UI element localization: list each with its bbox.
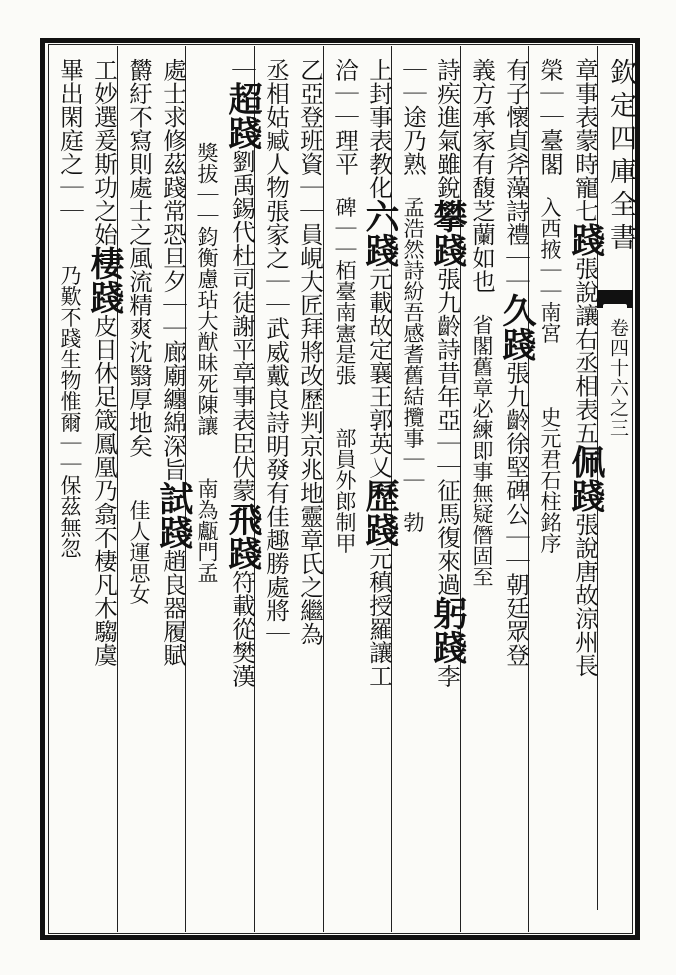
text-segment: 榮｜｜臺閣 bbox=[536, 58, 564, 176]
fish-tail-mark bbox=[597, 290, 633, 308]
text-segment: 欝紆不寫則處士之風流精爽沈翳厚地矣 bbox=[125, 58, 153, 458]
text-segment: 丞相姑臧人物張家之｜｜武威戴良詩明發有佳趣勝處將｜ bbox=[262, 58, 290, 646]
heading-character: 踐 bbox=[153, 515, 193, 549]
text-segment: 南為甗門孟 bbox=[195, 436, 219, 583]
book-title: 欽定四庫全書 bbox=[605, 58, 636, 256]
text-segment: 詩疾進氣雖銳 bbox=[433, 58, 461, 199]
text-segment: 元載故定襄王郭英乂 bbox=[365, 267, 393, 479]
heading-character: 佩 bbox=[565, 444, 605, 479]
heading-character: 踐 bbox=[222, 115, 262, 150]
heading-character: 棲 bbox=[84, 246, 124, 280]
text-segment: 乙亞登班資｜｜員峴大匠拜將改歷判京兆地靈章氏之繼為 bbox=[296, 58, 324, 646]
heading-character: 超 bbox=[222, 81, 262, 116]
text-segment: 趙良器履賦 bbox=[159, 549, 187, 667]
text-segment: 七 bbox=[571, 199, 599, 223]
text-segment: 張說讓右丞相表五 bbox=[571, 256, 599, 445]
text-segment: 省閣舊章必練即事無疑僭固至 bbox=[470, 293, 494, 587]
text-segment: 工妙選爰斯功之始 bbox=[90, 58, 118, 246]
text-column bbox=[254, 58, 288, 926]
volume-label: 卷四十六之三 bbox=[607, 318, 629, 438]
heading-character: 踐 bbox=[427, 630, 467, 664]
text-segment: 部員外郎制甲 bbox=[333, 385, 357, 554]
heading-character: 踐 bbox=[84, 280, 124, 314]
text-segment: ｜｜途乃熟 bbox=[399, 58, 427, 176]
text-segment: 畢出閑庭之｜｜ bbox=[56, 58, 84, 223]
heading-character: 歷 bbox=[359, 478, 399, 513]
text-column bbox=[288, 58, 322, 926]
text-segment: ｜ bbox=[228, 58, 256, 82]
heading-character: 飛 bbox=[222, 502, 262, 536]
text-segment: 佳人運思女 bbox=[127, 457, 151, 605]
heading-character: 踐 bbox=[359, 233, 399, 267]
text-segment: 獎拔｜｜鈞衡慮玷大猷昧死陳讓 bbox=[195, 58, 219, 436]
text-segment: 勃 bbox=[401, 490, 425, 533]
text-column bbox=[151, 58, 193, 926]
text-segment: 上封事表教化 bbox=[365, 58, 393, 199]
heading-character: 六 bbox=[359, 199, 399, 233]
text-segment: 孟浩然詩紛吾感耆舊結攬事｜｜ bbox=[401, 175, 425, 491]
text-column bbox=[323, 58, 357, 926]
heading-character: 踐 bbox=[222, 536, 262, 570]
heading-character: 踐 bbox=[565, 222, 605, 257]
text-column bbox=[563, 58, 605, 926]
text-segment: 張說唐故涼州長 bbox=[571, 512, 599, 677]
text-segment: 史元君石柱銘序 bbox=[538, 343, 562, 554]
text-column bbox=[528, 58, 562, 926]
text-column bbox=[494, 58, 536, 926]
text-column bbox=[460, 58, 494, 926]
text-segment: 乃歎不踐生物惟爾｜｜保茲無忽 bbox=[58, 222, 82, 559]
text-segment: 元稹授羅讓工 bbox=[365, 546, 393, 688]
heading-character: 踐 bbox=[565, 478, 605, 513]
heading-character: 攀 bbox=[427, 199, 467, 233]
text-segment: 皮日休足箴鳳凰乃翕不棲凡木騶虞 bbox=[90, 314, 118, 667]
text-segment: 洽｜｜理平 bbox=[331, 58, 359, 176]
text-segment: 符載從樊漢 bbox=[228, 570, 256, 688]
text-column bbox=[48, 58, 82, 926]
text-segment: 張九齡徐堅碑公｜｜朝廷眾登 bbox=[502, 361, 530, 667]
text-column bbox=[357, 58, 399, 926]
text-column bbox=[220, 58, 262, 926]
text-segment: 入西掖｜｜南宮 bbox=[538, 175, 562, 344]
heading-character: 踐 bbox=[496, 327, 536, 361]
heading-character: 踐 bbox=[359, 512, 399, 547]
heading-character: 久 bbox=[496, 293, 536, 327]
heading-character: 踐 bbox=[427, 233, 467, 267]
text-column bbox=[117, 58, 151, 926]
text-column bbox=[82, 58, 124, 926]
text-segment: 章事表蒙時寵 bbox=[571, 58, 599, 199]
text-segment: 義方承家有馥芝蘭如也 bbox=[468, 58, 496, 293]
text-segment: 處士求修茲踐常恐旦夕｜｜廊廟纏綿深旨 bbox=[159, 58, 187, 481]
text-segment: 張九齡詩昔年亞｜｜征馬復來過 bbox=[433, 267, 461, 596]
text-segment: 碑｜｜栢臺南憲是張 bbox=[333, 175, 357, 386]
text-column bbox=[425, 58, 467, 926]
heading-character: 躬 bbox=[427, 596, 467, 630]
heading-character: 試 bbox=[153, 481, 193, 515]
text-segment: 李 bbox=[433, 664, 461, 688]
text-segment: 劉禹錫代杜司徒謝平章事表臣伏蒙 bbox=[228, 149, 256, 502]
text-segment: 有子懷貞斧藻詩禮｜｜ bbox=[502, 58, 530, 293]
